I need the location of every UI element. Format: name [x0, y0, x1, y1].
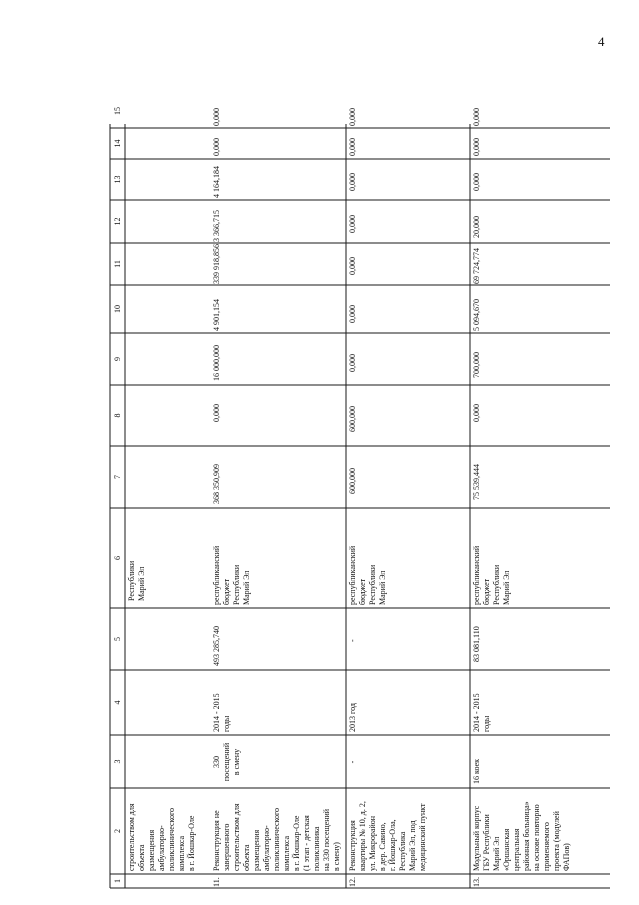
row-13-capacity: 16 коек	[472, 758, 481, 784]
row-13-col13: 0,000	[472, 173, 481, 191]
row-12-number: 12.	[348, 877, 357, 887]
continuation-source: Республики Марий Эл	[127, 560, 146, 601]
col-header-12: 12	[113, 217, 122, 226]
row-11-number: 11.	[212, 877, 221, 887]
col-header-3: 3	[113, 759, 122, 764]
col-header-7: 7	[113, 475, 122, 479]
row-12-col9: 0,000	[348, 354, 357, 372]
col-header-15: 15	[113, 107, 122, 115]
rotated-table	[110, 107, 610, 888]
col-header-1: 1	[113, 879, 122, 883]
row-13-col8: 0,000	[472, 404, 481, 422]
row-13-col7: 75 539,444	[472, 464, 481, 500]
row-11-col7: 368 350,909	[212, 464, 221, 504]
row-11-col8: 0,000	[212, 404, 221, 422]
row-13-col11: 69 724,774	[472, 248, 481, 284]
col-header-4: 4	[113, 700, 122, 705]
col-header-10: 10	[113, 305, 122, 313]
row-12-col15: 0,000	[348, 108, 357, 126]
row-13-col10: 5 094,670	[472, 299, 481, 331]
row-11-col14: 0,000	[212, 138, 221, 156]
col-header-14: 14	[113, 139, 122, 148]
row-11-col5: 493 285,740	[212, 626, 221, 666]
row-11-col12: 3 366,715	[212, 210, 221, 242]
row-11-period: 2014 - 2015 годы	[212, 693, 231, 732]
col-header-8: 8	[113, 413, 122, 418]
col-header-9: 9	[113, 357, 122, 361]
col-header-11: 11	[113, 260, 122, 268]
row-11-col13: 4 164,184	[212, 166, 221, 198]
row-11-col10: 4 901,154	[212, 299, 221, 331]
col-header-13: 13	[113, 175, 122, 184]
page-number: 4	[598, 34, 605, 49]
row-13-number: 13.	[472, 877, 481, 887]
col-header-5: 5	[113, 637, 122, 641]
row-13-col9: 700,000	[472, 352, 481, 378]
row-12-col8: 600,000	[348, 406, 357, 432]
row-13-col14: 0,000	[472, 138, 481, 156]
row-12-col5: -	[348, 639, 357, 642]
row-12-col12: 0,000	[348, 215, 357, 233]
row-12-col14: 0,000	[348, 138, 357, 156]
col-header-2: 2	[113, 829, 122, 833]
row-11-col11: 339 918,856	[212, 244, 221, 284]
row-13-source: республиканский бюджет Республики Марий Эл	[472, 545, 511, 605]
row-13-period: 2014 - 2015 годы	[472, 693, 491, 732]
row-13-col15: 0,000	[472, 108, 481, 126]
row-11-name: Реконструкция не завершенного строительством для объекта размещения амбулаторно- поликлинического комплекса в г. Йошкар-Оле (1 этап - детская поликлиника на 330 посещений в смену)	[212, 803, 341, 871]
row-13-col12: 20,000	[472, 216, 481, 238]
row-11-source: республиканский бюджет Республики Марий Эл	[212, 545, 251, 605]
row-12-col10: 0,000	[348, 305, 357, 323]
row-12-col7: 600,000	[348, 468, 357, 494]
row-11-col15: 0,000	[212, 108, 221, 126]
row-12-capacity: -	[348, 760, 357, 764]
row-12-name: Реконструкция квартиры № 10, д. 2, ул. Микрорайон в дер. Савино, г. Йошкар-Ола, Республика Марий Эл, под медицинский пункт	[348, 801, 427, 871]
col-header-6: 6	[113, 556, 122, 560]
row-12-col11: 0,000	[348, 257, 357, 275]
row-12-source: республиканский бюджет Республики Марий Эл	[348, 545, 387, 605]
row-11-col9: 16 000,000	[212, 345, 221, 381]
table-grid	[110, 124, 610, 888]
row-12-period: 2013 год	[348, 703, 357, 732]
row-12-col13: 0,000	[348, 173, 357, 191]
row-11-capacity: 330 посещений в смену	[212, 742, 241, 782]
row-13-col5: 83 081,110	[472, 626, 481, 662]
row-13-name: Модульный корпус ГБУ Республики Марий Эл «Оршанская центральная районная больница» на основе повторно применяемого проекта (модулей ФАПов)	[472, 801, 571, 871]
continuation-name: строительством для объекта размещения амбулаторно- поликлинического комплекса в г. Йошкар-Оле	[127, 803, 196, 871]
